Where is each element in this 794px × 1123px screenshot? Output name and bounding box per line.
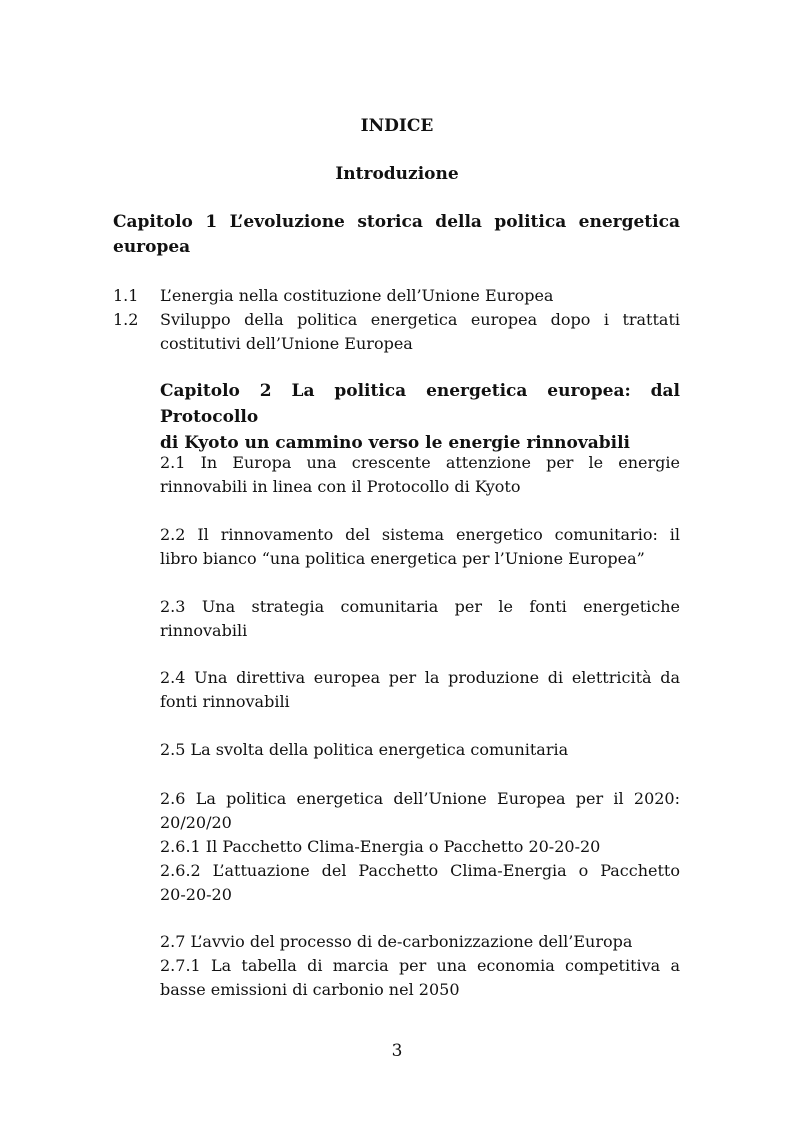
- chapter-2-heading: Capitolo 2 La politica energetica europea: dal Protocollo di Kyoto un cammino verso le energie rinnovabili: [160, 381, 680, 453]
- toc-entry-2-7-1: 2.7.1 La tabella di marcia per una economia competitiva a basse emissioni di carbonio nel 2050: [160, 956, 680, 999]
- toc-entry-2-7: 2.7 L’avvio del processo di de-carbonizzazione dell’Europa: [160, 932, 633, 951]
- toc-entry-1-1: L’energia nella costituzione dell’Unione Europea: [160, 286, 554, 305]
- introduction-heading: Introduzione: [335, 164, 459, 184]
- chapter-1-heading: [113, 210, 680, 260]
- toc-entry-2-3: 2.3 Una strategia comunitaria per le fonti energetiche rinnovabili: [160, 597, 680, 640]
- toc-number-1-2: 1.2: [113, 310, 139, 329]
- toc-entry-2-2: 2.2 Il rinnovamento del sistema energetico comunitario: il libro bianco “una politica energetica per l’Unione Europea”: [160, 525, 680, 568]
- toc-entry-2-5: 2.5 La svolta della politica energetica comunitaria: [160, 740, 569, 759]
- toc-entry-2-6: 2.6 La politica energetica dell’Unione Europea per il 2020: 20/20/20: [160, 789, 680, 832]
- toc-entry-2-6-2: 2.6.2 L’attuazione del Pacchetto Clima-Energia o Pacchetto 20-20-20: [160, 861, 680, 904]
- chapter-1-line-2: europea: [113, 237, 191, 257]
- index-title: INDICE: [360, 116, 434, 136]
- toc-entry-2-4: 2.4 Una direttiva europea per la produzione di elettricità da fonti rinnovabili: [160, 668, 680, 711]
- toc-entry-1-2: Sviluppo della politica energetica europea dopo i trattati costitutivi dell’Unione Europea: [160, 310, 680, 353]
- toc-entry-2-6-1: 2.6.1 Il Pacchetto Clima-Energia o Pacchetto 20-20-20: [160, 837, 601, 856]
- toc-number-1-1: 1.1: [113, 286, 139, 305]
- chapter-1-line-1: Capitolo 1 L’evoluzione storica della politica energetica: [113, 212, 680, 232]
- toc-entry-2-1: 2.1 In Europa una crescente attenzione per le energie rinnovabili in linea con il Protocollo di Kyoto: [160, 453, 680, 496]
- page-number: 3: [391, 1041, 403, 1061]
